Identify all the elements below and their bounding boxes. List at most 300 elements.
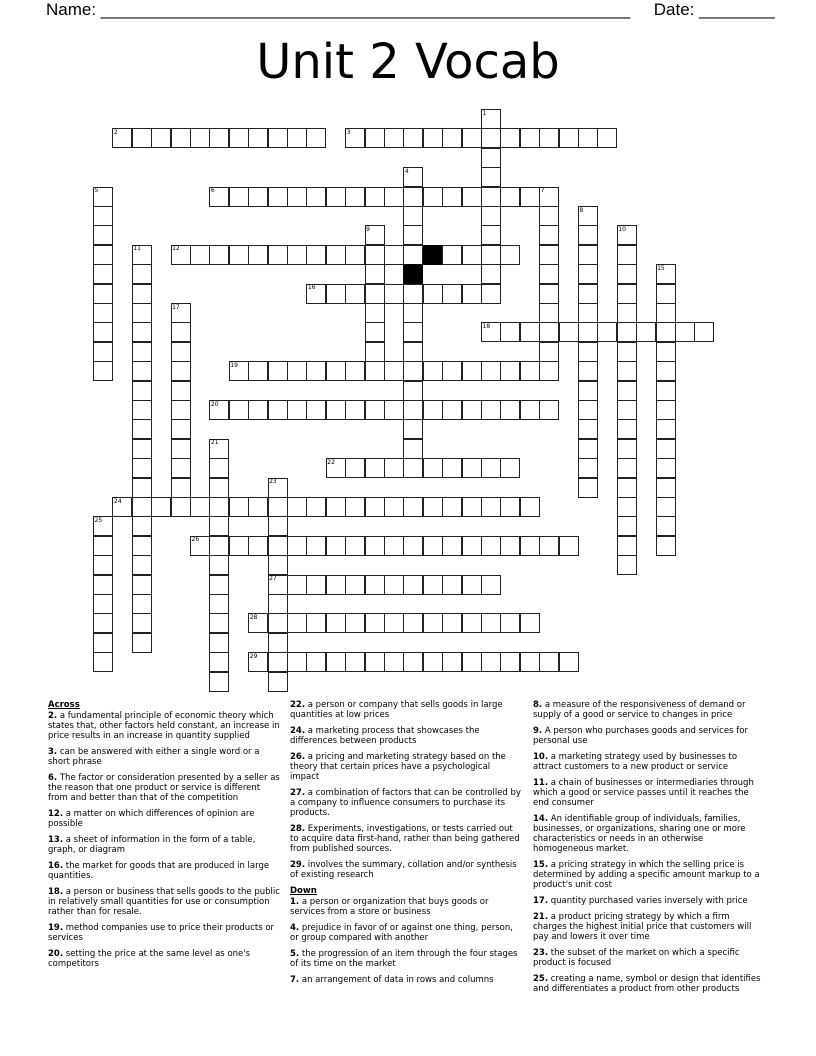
grid-cell[interactable] bbox=[326, 400, 346, 420]
grid-cell[interactable] bbox=[268, 594, 288, 614]
grid-cell[interactable] bbox=[287, 400, 307, 420]
grid-cell[interactable] bbox=[500, 497, 520, 517]
grid-cell[interactable] bbox=[229, 497, 249, 517]
grid-cell[interactable] bbox=[520, 400, 540, 420]
grid-cell[interactable] bbox=[345, 458, 365, 478]
grid-cell[interactable] bbox=[481, 264, 501, 284]
grid-cell[interactable] bbox=[617, 322, 637, 342]
grid-cell[interactable] bbox=[365, 458, 385, 478]
grid-cell[interactable] bbox=[578, 439, 598, 459]
grid-cell[interactable] bbox=[93, 322, 113, 342]
grid-cell[interactable] bbox=[656, 516, 676, 536]
grid-cell[interactable] bbox=[365, 536, 385, 556]
grid-cell[interactable] bbox=[656, 497, 676, 517]
grid-cell[interactable] bbox=[365, 361, 385, 381]
grid-cell[interactable] bbox=[481, 148, 501, 168]
grid-cell[interactable] bbox=[578, 478, 598, 498]
grid-cell[interactable] bbox=[617, 555, 637, 575]
grid-cell[interactable] bbox=[442, 400, 462, 420]
grid-cell[interactable] bbox=[656, 342, 676, 362]
grid-cell[interactable] bbox=[326, 536, 346, 556]
grid-cell[interactable] bbox=[326, 187, 346, 207]
grid-cell[interactable] bbox=[481, 652, 501, 672]
grid-cell[interactable] bbox=[365, 303, 385, 323]
grid-cell[interactable] bbox=[326, 284, 346, 304]
grid-cell[interactable] bbox=[151, 497, 171, 517]
grid-cell[interactable] bbox=[442, 536, 462, 556]
grid-cell[interactable] bbox=[403, 342, 423, 362]
grid-cell[interactable] bbox=[578, 419, 598, 439]
grid-cell[interactable] bbox=[365, 187, 385, 207]
grid-cell[interactable] bbox=[132, 419, 152, 439]
grid-cell[interactable] bbox=[306, 652, 326, 672]
grid-cell[interactable] bbox=[500, 128, 520, 148]
grid-cell[interactable] bbox=[326, 613, 346, 633]
grid-cell[interactable] bbox=[578, 225, 598, 245]
grid-cell[interactable] bbox=[306, 536, 326, 556]
grid-cell[interactable] bbox=[403, 381, 423, 401]
grid-cell[interactable] bbox=[268, 245, 288, 265]
grid-cell[interactable] bbox=[345, 575, 365, 595]
grid-cell[interactable] bbox=[520, 128, 540, 148]
grid-cell[interactable] bbox=[617, 516, 637, 536]
grid-cell[interactable] bbox=[500, 361, 520, 381]
grid-cell[interactable] bbox=[326, 575, 346, 595]
grid-cell[interactable] bbox=[384, 497, 404, 517]
grid-cell[interactable] bbox=[132, 284, 152, 304]
grid-cell[interactable] bbox=[93, 633, 113, 653]
grid-cell[interactable] bbox=[423, 361, 443, 381]
grid-cell[interactable] bbox=[384, 245, 404, 265]
grid-cell[interactable] bbox=[384, 613, 404, 633]
grid-cell[interactable] bbox=[539, 400, 559, 420]
grid-cell[interactable] bbox=[209, 672, 229, 692]
grid-cell[interactable] bbox=[656, 303, 676, 323]
grid-cell[interactable] bbox=[481, 575, 501, 595]
grid-cell[interactable] bbox=[675, 322, 695, 342]
grid-cell[interactable] bbox=[384, 400, 404, 420]
grid-cell[interactable] bbox=[229, 400, 249, 420]
grid-cell[interactable] bbox=[423, 497, 443, 517]
grid-cell[interactable] bbox=[132, 361, 152, 381]
grid-cell[interactable] bbox=[481, 167, 501, 187]
grid-cell[interactable] bbox=[442, 187, 462, 207]
grid-cell[interactable] bbox=[656, 458, 676, 478]
grid-cell[interactable] bbox=[442, 575, 462, 595]
grid-cell[interactable] bbox=[248, 497, 268, 517]
grid-cell[interactable] bbox=[403, 575, 423, 595]
grid-cell[interactable] bbox=[268, 652, 288, 672]
grid-cell[interactable] bbox=[171, 478, 191, 498]
grid-cell[interactable] bbox=[617, 439, 637, 459]
grid-cell[interactable] bbox=[209, 594, 229, 614]
grid-cell[interactable] bbox=[617, 400, 637, 420]
grid-cell[interactable] bbox=[345, 613, 365, 633]
grid-cell[interactable] bbox=[365, 497, 385, 517]
grid-cell[interactable] bbox=[481, 536, 501, 556]
grid-cell[interactable] bbox=[209, 478, 229, 498]
grid-cell[interactable] bbox=[209, 613, 229, 633]
grid-cell[interactable] bbox=[578, 128, 598, 148]
grid-cell[interactable] bbox=[578, 361, 598, 381]
grid-cell[interactable] bbox=[365, 652, 385, 672]
grid-cell[interactable] bbox=[423, 652, 443, 672]
grid-cell[interactable] bbox=[578, 303, 598, 323]
grid-cell[interactable] bbox=[539, 652, 559, 672]
grid-cell[interactable] bbox=[403, 613, 423, 633]
grid-cell[interactable] bbox=[132, 633, 152, 653]
grid-cell[interactable] bbox=[403, 458, 423, 478]
grid-cell[interactable] bbox=[617, 342, 637, 362]
grid-cell[interactable] bbox=[287, 575, 307, 595]
grid-cell[interactable] bbox=[597, 128, 617, 148]
grid-cell[interactable] bbox=[462, 361, 482, 381]
grid-cell[interactable] bbox=[481, 245, 501, 265]
grid-cell[interactable] bbox=[268, 613, 288, 633]
grid-cell[interactable] bbox=[287, 187, 307, 207]
grid-cell[interactable] bbox=[636, 322, 656, 342]
grid-cell[interactable] bbox=[481, 128, 501, 148]
grid-cell[interactable] bbox=[656, 284, 676, 304]
grid-cell[interactable] bbox=[656, 419, 676, 439]
grid-cell[interactable] bbox=[656, 478, 676, 498]
grid-cell[interactable] bbox=[559, 536, 579, 556]
grid-cell[interactable] bbox=[93, 225, 113, 245]
grid-cell[interactable] bbox=[500, 187, 520, 207]
grid-cell[interactable] bbox=[190, 128, 210, 148]
grid-cell[interactable] bbox=[365, 400, 385, 420]
grid-cell[interactable] bbox=[462, 536, 482, 556]
grid-cell[interactable] bbox=[462, 245, 482, 265]
grid-cell[interactable] bbox=[171, 381, 191, 401]
grid-cell[interactable] bbox=[384, 361, 404, 381]
grid-cell[interactable] bbox=[190, 245, 210, 265]
grid-cell[interactable] bbox=[268, 555, 288, 575]
grid-cell[interactable] bbox=[617, 264, 637, 284]
grid-cell[interactable] bbox=[248, 400, 268, 420]
grid-cell[interactable] bbox=[539, 128, 559, 148]
grid-cell[interactable] bbox=[403, 361, 423, 381]
grid-cell[interactable] bbox=[287, 128, 307, 148]
grid-cell[interactable] bbox=[171, 322, 191, 342]
grid-cell[interactable] bbox=[268, 361, 288, 381]
grid-cell[interactable] bbox=[442, 284, 462, 304]
grid-cell[interactable] bbox=[306, 128, 326, 148]
grid-cell[interactable] bbox=[93, 555, 113, 575]
grid-cell[interactable] bbox=[132, 516, 152, 536]
grid-cell[interactable] bbox=[132, 594, 152, 614]
grid-cell[interactable] bbox=[268, 672, 288, 692]
grid-cell[interactable] bbox=[345, 187, 365, 207]
grid-cell[interactable] bbox=[462, 284, 482, 304]
grid-cell[interactable] bbox=[539, 303, 559, 323]
grid-cell[interactable] bbox=[423, 284, 443, 304]
grid-cell[interactable] bbox=[365, 613, 385, 633]
grid-cell[interactable] bbox=[403, 187, 423, 207]
grid-cell[interactable] bbox=[442, 613, 462, 633]
grid-cell[interactable] bbox=[345, 536, 365, 556]
grid-cell[interactable] bbox=[306, 187, 326, 207]
grid-cell[interactable] bbox=[656, 536, 676, 556]
grid-cell[interactable] bbox=[539, 264, 559, 284]
grid-cell[interactable] bbox=[403, 400, 423, 420]
grid-cell[interactable] bbox=[423, 575, 443, 595]
grid-cell[interactable] bbox=[306, 245, 326, 265]
grid-cell[interactable] bbox=[93, 303, 113, 323]
grid-cell[interactable] bbox=[93, 206, 113, 226]
grid-cell[interactable] bbox=[93, 652, 113, 672]
grid-cell[interactable] bbox=[326, 497, 346, 517]
grid-cell[interactable] bbox=[248, 187, 268, 207]
grid-cell[interactable] bbox=[520, 322, 540, 342]
grid-cell[interactable] bbox=[287, 361, 307, 381]
grid-cell[interactable] bbox=[500, 245, 520, 265]
grid-cell[interactable] bbox=[617, 245, 637, 265]
grid-cell[interactable] bbox=[365, 245, 385, 265]
grid-cell[interactable] bbox=[248, 128, 268, 148]
grid-cell[interactable] bbox=[423, 458, 443, 478]
grid-cell[interactable] bbox=[423, 536, 443, 556]
grid-cell[interactable] bbox=[403, 128, 423, 148]
grid-cell[interactable] bbox=[500, 613, 520, 633]
grid-cell[interactable] bbox=[500, 536, 520, 556]
grid-cell[interactable] bbox=[93, 245, 113, 265]
grid-cell[interactable] bbox=[229, 128, 249, 148]
grid-cell[interactable] bbox=[365, 264, 385, 284]
grid-cell[interactable] bbox=[268, 128, 288, 148]
grid-cell[interactable] bbox=[578, 381, 598, 401]
grid-cell[interactable] bbox=[481, 225, 501, 245]
grid-cell[interactable] bbox=[617, 303, 637, 323]
grid-cell[interactable] bbox=[345, 284, 365, 304]
grid-cell[interactable] bbox=[365, 342, 385, 362]
grid-cell[interactable] bbox=[229, 245, 249, 265]
grid-cell[interactable] bbox=[403, 497, 423, 517]
grid-cell[interactable] bbox=[132, 439, 152, 459]
grid-cell[interactable] bbox=[520, 536, 540, 556]
grid-cell[interactable] bbox=[268, 536, 288, 556]
grid-cell[interactable] bbox=[229, 187, 249, 207]
grid-cell[interactable] bbox=[345, 245, 365, 265]
grid-cell[interactable] bbox=[132, 128, 152, 148]
grid-cell[interactable] bbox=[93, 342, 113, 362]
grid-cell[interactable] bbox=[617, 284, 637, 304]
grid-cell[interactable] bbox=[403, 206, 423, 226]
grid-cell[interactable] bbox=[617, 381, 637, 401]
grid-cell[interactable] bbox=[500, 322, 520, 342]
grid-cell[interactable] bbox=[462, 458, 482, 478]
grid-cell[interactable] bbox=[617, 361, 637, 381]
grid-cell[interactable] bbox=[209, 516, 229, 536]
grid-cell[interactable] bbox=[132, 342, 152, 362]
grid-cell[interactable] bbox=[578, 322, 598, 342]
grid-cell[interactable] bbox=[442, 497, 462, 517]
grid-cell[interactable] bbox=[520, 497, 540, 517]
grid-cell[interactable] bbox=[384, 458, 404, 478]
grid-cell[interactable] bbox=[656, 322, 676, 342]
grid-cell[interactable] bbox=[306, 613, 326, 633]
grid-cell[interactable] bbox=[268, 516, 288, 536]
grid-cell[interactable] bbox=[403, 284, 423, 304]
grid-cell[interactable] bbox=[384, 187, 404, 207]
grid-cell[interactable] bbox=[694, 322, 714, 342]
grid-cell[interactable] bbox=[345, 400, 365, 420]
grid-cell[interactable] bbox=[559, 652, 579, 672]
grid-cell[interactable] bbox=[132, 613, 152, 633]
grid-cell[interactable] bbox=[151, 128, 171, 148]
grid-cell[interactable] bbox=[268, 497, 288, 517]
grid-cell[interactable] bbox=[229, 536, 249, 556]
grid-cell[interactable] bbox=[481, 613, 501, 633]
grid-cell[interactable] bbox=[287, 652, 307, 672]
grid-cell[interactable] bbox=[132, 458, 152, 478]
grid-cell[interactable] bbox=[481, 284, 501, 304]
grid-cell[interactable] bbox=[559, 322, 579, 342]
grid-cell[interactable] bbox=[403, 245, 423, 265]
grid-cell[interactable] bbox=[578, 400, 598, 420]
grid-cell[interactable] bbox=[539, 536, 559, 556]
grid-cell[interactable] bbox=[442, 128, 462, 148]
grid-cell[interactable] bbox=[520, 613, 540, 633]
grid-cell[interactable] bbox=[209, 652, 229, 672]
grid-cell[interactable] bbox=[462, 652, 482, 672]
grid-cell[interactable] bbox=[93, 575, 113, 595]
grid-cell[interactable] bbox=[365, 128, 385, 148]
grid-cell[interactable] bbox=[93, 284, 113, 304]
grid-cell[interactable] bbox=[132, 400, 152, 420]
grid-cell[interactable] bbox=[442, 652, 462, 672]
grid-cell[interactable] bbox=[578, 264, 598, 284]
grid-cell[interactable] bbox=[403, 322, 423, 342]
grid-cell[interactable] bbox=[481, 400, 501, 420]
grid-cell[interactable] bbox=[171, 497, 191, 517]
grid-cell[interactable] bbox=[171, 458, 191, 478]
grid-cell[interactable] bbox=[287, 245, 307, 265]
grid-cell[interactable] bbox=[209, 633, 229, 653]
grid-cell[interactable] bbox=[93, 264, 113, 284]
grid-cell[interactable] bbox=[462, 497, 482, 517]
grid-cell[interactable] bbox=[539, 342, 559, 362]
grid-cell[interactable] bbox=[403, 303, 423, 323]
grid-cell[interactable] bbox=[462, 613, 482, 633]
grid-cell[interactable] bbox=[384, 575, 404, 595]
grid-cell[interactable] bbox=[365, 575, 385, 595]
grid-cell[interactable] bbox=[442, 361, 462, 381]
grid-cell[interactable] bbox=[481, 497, 501, 517]
grid-cell[interactable] bbox=[345, 497, 365, 517]
grid-cell[interactable] bbox=[345, 652, 365, 672]
grid-cell[interactable] bbox=[481, 361, 501, 381]
grid-cell[interactable] bbox=[403, 439, 423, 459]
grid-cell[interactable] bbox=[539, 225, 559, 245]
grid-cell[interactable] bbox=[93, 613, 113, 633]
grid-cell[interactable] bbox=[209, 128, 229, 148]
grid-cell[interactable] bbox=[617, 497, 637, 517]
grid-cell[interactable] bbox=[656, 361, 676, 381]
grid-cell[interactable] bbox=[209, 555, 229, 575]
grid-cell[interactable] bbox=[248, 361, 268, 381]
grid-cell[interactable] bbox=[403, 225, 423, 245]
grid-cell[interactable] bbox=[326, 652, 346, 672]
grid-cell[interactable] bbox=[345, 361, 365, 381]
grid-cell[interactable] bbox=[578, 245, 598, 265]
grid-cell[interactable] bbox=[617, 458, 637, 478]
grid-cell[interactable] bbox=[306, 361, 326, 381]
grid-cell[interactable] bbox=[132, 264, 152, 284]
grid-cell[interactable] bbox=[539, 361, 559, 381]
grid-cell[interactable] bbox=[578, 342, 598, 362]
grid-cell[interactable] bbox=[190, 497, 210, 517]
grid-cell[interactable] bbox=[656, 400, 676, 420]
grid-cell[interactable] bbox=[306, 575, 326, 595]
grid-cell[interactable] bbox=[209, 536, 229, 556]
grid-cell[interactable] bbox=[578, 284, 598, 304]
grid-cell[interactable] bbox=[365, 284, 385, 304]
grid-cell[interactable] bbox=[93, 361, 113, 381]
grid-cell[interactable] bbox=[132, 303, 152, 323]
grid-cell[interactable] bbox=[287, 536, 307, 556]
grid-cell[interactable] bbox=[403, 536, 423, 556]
grid-cell[interactable] bbox=[171, 439, 191, 459]
grid-cell[interactable] bbox=[520, 361, 540, 381]
grid-cell[interactable] bbox=[132, 381, 152, 401]
grid-cell[interactable] bbox=[132, 497, 152, 517]
grid-cell[interactable] bbox=[520, 187, 540, 207]
grid-cell[interactable] bbox=[559, 128, 579, 148]
grid-cell[interactable] bbox=[171, 342, 191, 362]
grid-cell[interactable] bbox=[462, 400, 482, 420]
grid-cell[interactable] bbox=[520, 652, 540, 672]
grid-cell[interactable] bbox=[268, 633, 288, 653]
grid-cell[interactable] bbox=[656, 381, 676, 401]
grid-cell[interactable] bbox=[248, 536, 268, 556]
grid-cell[interactable] bbox=[481, 206, 501, 226]
grid-cell[interactable] bbox=[384, 128, 404, 148]
grid-cell[interactable] bbox=[462, 128, 482, 148]
grid-cell[interactable] bbox=[617, 536, 637, 556]
grid-cell[interactable] bbox=[306, 400, 326, 420]
grid-cell[interactable] bbox=[403, 419, 423, 439]
grid-cell[interactable] bbox=[403, 652, 423, 672]
grid-cell[interactable] bbox=[384, 284, 404, 304]
grid-cell[interactable] bbox=[93, 536, 113, 556]
grid-cell[interactable] bbox=[462, 575, 482, 595]
grid-cell[interactable] bbox=[462, 187, 482, 207]
grid-cell[interactable] bbox=[171, 128, 191, 148]
grid-cell[interactable] bbox=[423, 128, 443, 148]
grid-cell[interactable] bbox=[306, 497, 326, 517]
grid-cell[interactable] bbox=[500, 400, 520, 420]
grid-cell[interactable] bbox=[132, 575, 152, 595]
grid-cell[interactable] bbox=[287, 497, 307, 517]
grid-cell[interactable] bbox=[132, 536, 152, 556]
grid-cell[interactable] bbox=[384, 652, 404, 672]
grid-cell[interactable] bbox=[132, 478, 152, 498]
grid-cell[interactable] bbox=[442, 245, 462, 265]
grid-cell[interactable] bbox=[578, 458, 598, 478]
grid-cell[interactable] bbox=[209, 497, 229, 517]
grid-cell[interactable] bbox=[132, 555, 152, 575]
grid-cell[interactable] bbox=[500, 458, 520, 478]
grid-cell[interactable] bbox=[93, 594, 113, 614]
grid-cell[interactable] bbox=[423, 613, 443, 633]
grid-cell[interactable] bbox=[326, 361, 346, 381]
grid-cell[interactable] bbox=[209, 245, 229, 265]
grid-cell[interactable] bbox=[209, 575, 229, 595]
grid-cell[interactable] bbox=[539, 284, 559, 304]
grid-cell[interactable] bbox=[500, 652, 520, 672]
grid-cell[interactable] bbox=[617, 419, 637, 439]
